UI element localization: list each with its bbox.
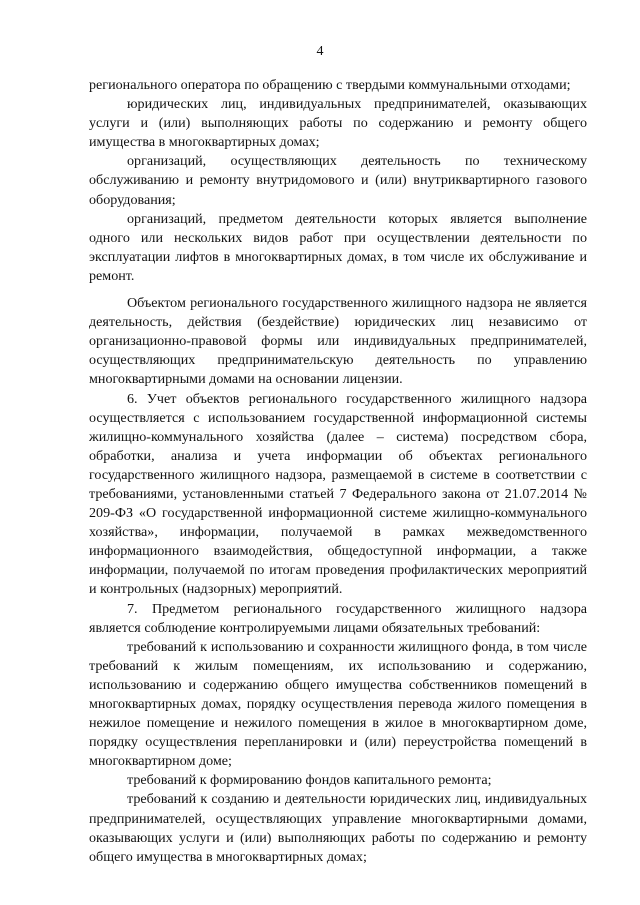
paragraph-management: требований к созданию и деятельности юридических лиц, индивидуальных предпринимателей, осуществляющих управление многоквартирными домами, оказывающих услуги и (или) выполняющих работы по содержанию и ремонту общего имущества в многоквартирных домах;: [89, 791, 587, 865]
paragraph-elevators: организаций, предметом деятельности которых является выполнение одного или нескольких видов работ при осуществлении деятельности по эксплуатации лифтов в многоквартирных домах, в том числе их обслуживание и ремонт.: [89, 210, 587, 284]
paragraph-section-6: 6. Учет объектов регионального государственного жилищного надзора осуществляется с использованием государственной информационной системы жилищно-коммунального хозяйства (далее – система) посредством сбора, обработки, анализа и учета информации об объектах регионального государственного жилищного надзора, размещаемой в системе в соответствии с требованиями, установленными статьей 7 Федерального закона от 21.07.2014 № 209-ФЗ «О государственной информационной системе жилищно-коммунального хозяйства», информации, получаемой в рамках межведомственного информационного взаимодействия, общедоступной информации, а также информации, получаемой по итогам проведения профилактических мероприятий и контрольных (надзорных) мероприятий.: [89, 390, 587, 598]
paragraph-section-7: 7. Предметом регионального государственного жилищного надзора является соблюдение контролируемыми лицами обязательных требований:: [89, 600, 587, 636]
document-body: [89, 76, 587, 867]
page-number: 4: [316, 44, 324, 59]
paragraph-gas-equipment: организаций, осуществляющих деятельность по техническому обслуживанию и ремонту внутридомового и (или) внутриквартирного газового оборудования;: [89, 153, 587, 208]
paragraph-not-object: Объектом регионального государственного жилищного надзора не является деятельность, действия (бездействие) юридических лиц независимо от организационно-правовой формы или индивидуальных предпринимателей, осуществляющих предпринимательскую деятельность по управлению многоквартирными домами на основании лицензии.: [89, 295, 587, 388]
paragraph-operator: регионального оператора по обращению с твердыми коммунальными отходами;: [89, 77, 571, 93]
paragraph-capital-repair: требований к формированию фондов капитального ремонта;: [127, 772, 492, 789]
paragraph-legal-entities: юридических лиц, индивидуальных предпринимателей, оказывающих услуги и (или) выполняющих работы по содержанию и ремонту общего имущества в многоквартирных домах;: [89, 96, 587, 151]
paragraph-housing-fund: требований к использованию и сохранности жилищного фонда, в том числе требований к жилым помещениям, их использованию и содержанию, использованию и содержанию общего имущества собственников помещений в многоквартирных домах, порядку осуществления перевода жилого помещения в нежилое помещение и нежилого помещения в жилое в многоквартирном доме, порядку осуществления перепланировки и (или) переустройства помещений в многоквартирном доме;: [89, 638, 587, 770]
